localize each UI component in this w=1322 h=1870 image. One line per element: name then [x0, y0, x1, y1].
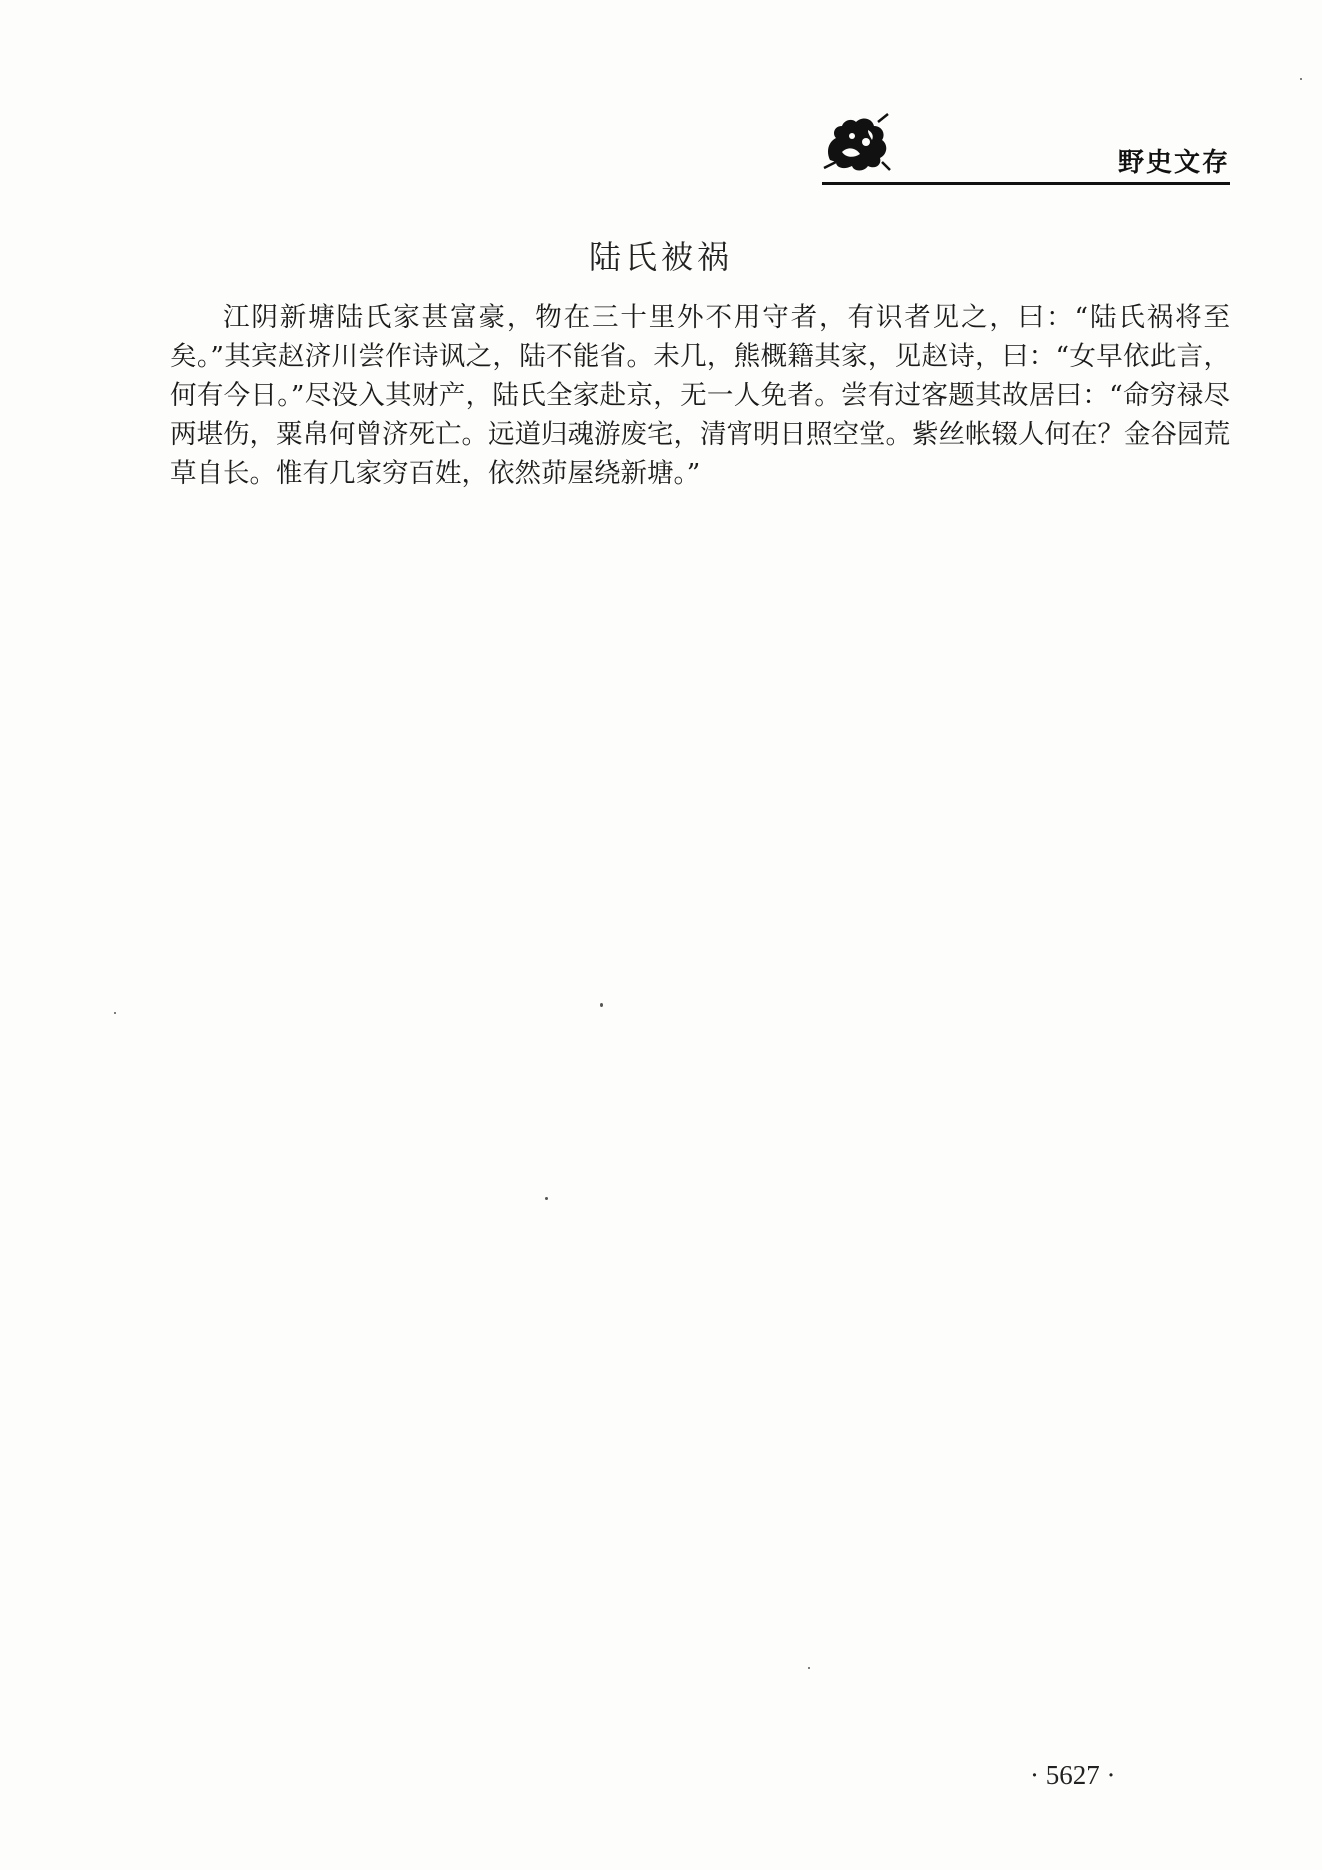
scan-speck: [600, 1003, 603, 1007]
article-body: 江阴新塘陆氏家甚富豪，物在三十里外不用守者，有识者见之，曰：“陆氏祸将至矣。”其宾赵济川尝作诗讽之，陆不能省。未几，熊概籍其家，见赵诗，曰：“女早依此言，何有今日。”尽没入其财产，陆氏全家赴京，无一人免者。尝有过客题其故居曰：“命穷禄尽两堪伤，粟帛何曾济死亡。远道归魂游废宅，清宵明日照空堂。紫丝帐辍人何在？金谷园荒草自长。惟有几家穷百姓，依然茆屋绕新塘。”: [170, 302, 1230, 489]
scan-speck: [114, 1012, 116, 1014]
running-header-title: 野史文存: [1117, 148, 1230, 178]
page-number: · 5627 ·: [1030, 1760, 1116, 1790]
dragon-emblem-icon: [822, 112, 892, 174]
article-title: 陆氏被祸: [588, 238, 733, 276]
scan-speck: [545, 1197, 548, 1200]
scan-speck: [808, 1667, 810, 1669]
header-rule: [822, 182, 1230, 185]
scan-speck: [1300, 78, 1302, 80]
